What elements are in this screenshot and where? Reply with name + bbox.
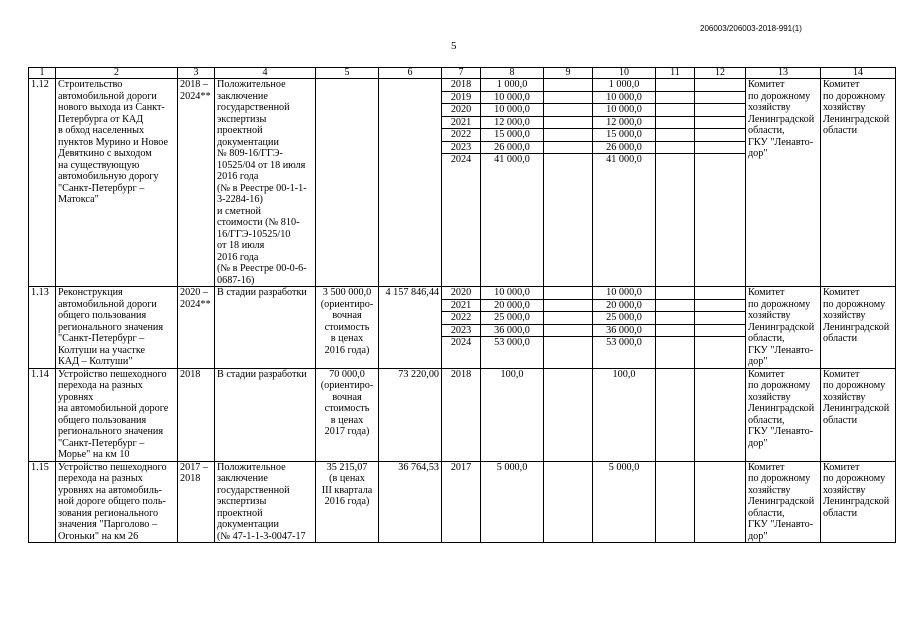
year-cell: 2022 [442, 129, 481, 142]
col12-cell [695, 116, 746, 129]
regional-cell: 100,0 [593, 368, 656, 461]
federal-cell [544, 324, 593, 337]
year-cell: 2018 [442, 79, 481, 92]
header-cell: 7 [442, 68, 481, 79]
federal-cell [544, 312, 593, 325]
table-row [29, 287, 896, 300]
header-row [29, 68, 896, 79]
col11-cell [656, 91, 695, 104]
regional-cell: 10 000,0 [593, 104, 656, 117]
item-number: 1.14 [29, 368, 56, 461]
federal-cell [544, 299, 593, 312]
col12-cell [695, 299, 746, 312]
col11-cell [656, 461, 695, 543]
item-cost-current [379, 79, 442, 287]
item-status: Положительное заключение государственной экспертизы проектной документации № 809-16/ГГЭ- 10525/04 от 18 июля 2016 года (№ в Реестре 00-1-1- 3-2284-16) и сметной стоимости (№ 810- 16/ГГЭ-10525/10 от 18 июля 2016 года (№ в Реестре 00-0-6- 0687-16) [215, 79, 316, 287]
total-cell: 26 000,0 [481, 141, 544, 154]
regional-cell: 20 000,0 [593, 299, 656, 312]
col12-cell [695, 91, 746, 104]
col11-cell [656, 324, 695, 337]
regional-cell: 12 000,0 [593, 116, 656, 129]
item-status: В стадии разработки [215, 368, 316, 461]
customer-cell: Комитет по дорожному хозяйству Ленинградской области, ГКУ "Ленавто- дор" [746, 368, 821, 461]
total-cell: 15 000,0 [481, 129, 544, 142]
col12-cell [695, 287, 746, 300]
federal-cell [544, 104, 593, 117]
header-cell: 8 [481, 68, 544, 79]
item-period: 2020 – 2024** [178, 287, 215, 369]
year-cell: 2021 [442, 116, 481, 129]
item-period: 2018 [178, 368, 215, 461]
total-cell: 20 000,0 [481, 299, 544, 312]
responsible-cell: Комитет по дорожному хозяйству Ленинградской области [821, 461, 896, 543]
col11-cell [656, 79, 695, 92]
table-row [29, 461, 896, 543]
item-cost-current: 4 157 846,44 [379, 287, 442, 369]
total-cell: 5 000,0 [481, 461, 544, 543]
regional-cell: 36 000,0 [593, 324, 656, 337]
header-cell: 4 [215, 68, 316, 79]
item-cost-estimate [316, 79, 379, 287]
col11-cell [656, 337, 695, 369]
regional-cell: 10 000,0 [593, 287, 656, 300]
document-number: 206003/206003-2018-991(1) [700, 24, 802, 33]
federal-cell [544, 116, 593, 129]
regional-cell: 26 000,0 [593, 141, 656, 154]
federal-cell [544, 337, 593, 369]
header-cell: 9 [544, 68, 593, 79]
customer-cell: Комитет по дорожному хозяйству Ленинградской области, ГКУ "Ленавто- дор" [746, 287, 821, 369]
federal-cell [544, 91, 593, 104]
total-cell: 10 000,0 [481, 104, 544, 117]
header-cell: 10 [593, 68, 656, 79]
header-cell: 5 [316, 68, 379, 79]
col11-cell [656, 299, 695, 312]
header-cell: 13 [746, 68, 821, 79]
year-cell: 2023 [442, 324, 481, 337]
table-row [29, 79, 896, 92]
item-status: В стадии разработки [215, 287, 316, 369]
year-cell: 2020 [442, 287, 481, 300]
header-cell: 1 [29, 68, 56, 79]
federal-cell [544, 79, 593, 92]
customer-cell: Комитет по дорожному хозяйству Ленинградской области, ГКУ "Ленавто- дор" [746, 461, 821, 543]
header-cell: 12 [695, 68, 746, 79]
regional-cell: 10 000,0 [593, 91, 656, 104]
regional-cell: 53 000,0 [593, 337, 656, 369]
year-cell: 2019 [442, 91, 481, 104]
year-cell: 2022 [442, 312, 481, 325]
responsible-cell: Комитет по дорожному хозяйству Ленинградской области [821, 79, 896, 287]
regional-cell: 5 000,0 [593, 461, 656, 543]
federal-cell [544, 129, 593, 142]
year-cell: 2023 [442, 141, 481, 154]
total-cell: 10 000,0 [481, 287, 544, 300]
col12-cell [695, 79, 746, 92]
total-cell: 41 000,0 [481, 154, 544, 287]
item-name: Устройство пешеходного перехода на разных уровнях на автомобиль- ной дороге общего поль- зования регионального значения "Парголово – Огоньки" на км 26 [56, 461, 178, 543]
regional-cell: 1 000,0 [593, 79, 656, 92]
table-row [29, 368, 896, 461]
header-cell: 11 [656, 68, 695, 79]
year-cell: 2024 [442, 154, 481, 287]
col12-cell [695, 129, 746, 142]
item-number: 1.12 [29, 79, 56, 287]
col11-cell [656, 154, 695, 287]
col11-cell [656, 104, 695, 117]
header-cell: 2 [56, 68, 178, 79]
page-number: 5 [451, 40, 457, 52]
header-cell: 6 [379, 68, 442, 79]
federal-cell [544, 287, 593, 300]
item-name: Устройство пешеходного перехода на разных уровнях на автомобильной дороге общего пользования регионального значения "Санкт-Петербург – Морье" на км 10 [56, 368, 178, 461]
col11-cell [656, 129, 695, 142]
regional-cell: 25 000,0 [593, 312, 656, 325]
federal-cell [544, 141, 593, 154]
col11-cell [656, 116, 695, 129]
customer-cell: Комитет по дорожному хозяйству Ленинградской области, ГКУ "Ленавто- дор" [746, 79, 821, 287]
item-cost-estimate: 70 000,0 (ориентиро- вочная стоимость в ценах 2017 года) [316, 368, 379, 461]
item-cost-current: 73 220,00 [379, 368, 442, 461]
col12-cell [695, 312, 746, 325]
total-cell: 100,0 [481, 368, 544, 461]
col12-cell [695, 141, 746, 154]
item-number: 1.15 [29, 461, 56, 543]
year-cell: 2021 [442, 299, 481, 312]
federal-cell [544, 368, 593, 461]
col12-cell [695, 368, 746, 461]
responsible-cell: Комитет по дорожному хозяйству Ленинградской области [821, 287, 896, 369]
col12-cell [695, 154, 746, 287]
item-period: 2018 – 2024** [178, 79, 215, 287]
responsible-cell: Комитет по дорожному хозяйству Ленинградской области [821, 368, 896, 461]
federal-cell [544, 461, 593, 543]
col12-cell [695, 337, 746, 369]
col12-cell [695, 104, 746, 117]
total-cell: 36 000,0 [481, 324, 544, 337]
item-cost-current: 36 764,53 [379, 461, 442, 543]
col11-cell [656, 287, 695, 300]
col12-cell [695, 461, 746, 543]
col12-cell [695, 324, 746, 337]
item-name: Реконструкция автомобильной дороги общего пользования регионального значения "Санкт-Петербург – Колтуши на участке КАД – Колтуши" [56, 287, 178, 369]
federal-cell [544, 154, 593, 287]
year-cell: 2018 [442, 368, 481, 461]
year-cell: 2017 [442, 461, 481, 543]
year-cell: 2024 [442, 337, 481, 369]
total-cell: 10 000,0 [481, 91, 544, 104]
total-cell: 1 000,0 [481, 79, 544, 92]
total-cell: 25 000,0 [481, 312, 544, 325]
program-table [28, 67, 896, 543]
year-cell: 2020 [442, 104, 481, 117]
item-cost-estimate: 35 215,07 (в ценах III квартала 2016 года) [316, 461, 379, 543]
item-cost-estimate: 3 500 000,0 (ориентиро- вочная стоимость в ценах 2016 года) [316, 287, 379, 369]
regional-cell: 15 000,0 [593, 129, 656, 142]
col11-cell [656, 312, 695, 325]
item-period: 2017 – 2018 [178, 461, 215, 543]
col11-cell [656, 141, 695, 154]
item-number: 1.13 [29, 287, 56, 369]
header-cell: 14 [821, 68, 896, 79]
col11-cell [656, 368, 695, 461]
total-cell: 12 000,0 [481, 116, 544, 129]
regional-cell: 41 000,0 [593, 154, 656, 287]
item-name: Строительство автомобильной дороги нового выхода из Санкт- Петербурга от КАД в обход населенных пунктов Мурино и Новое Девяткино с выходом на существующую автомобильную дорогу "Санкт-Петербург – Матокса" [56, 79, 178, 287]
item-status: Положительное заключение государственной экспертизы проектной документации (№ 47-1-1-3-0047-17 [215, 461, 316, 543]
header-cell: 3 [178, 68, 215, 79]
total-cell: 53 000,0 [481, 337, 544, 369]
